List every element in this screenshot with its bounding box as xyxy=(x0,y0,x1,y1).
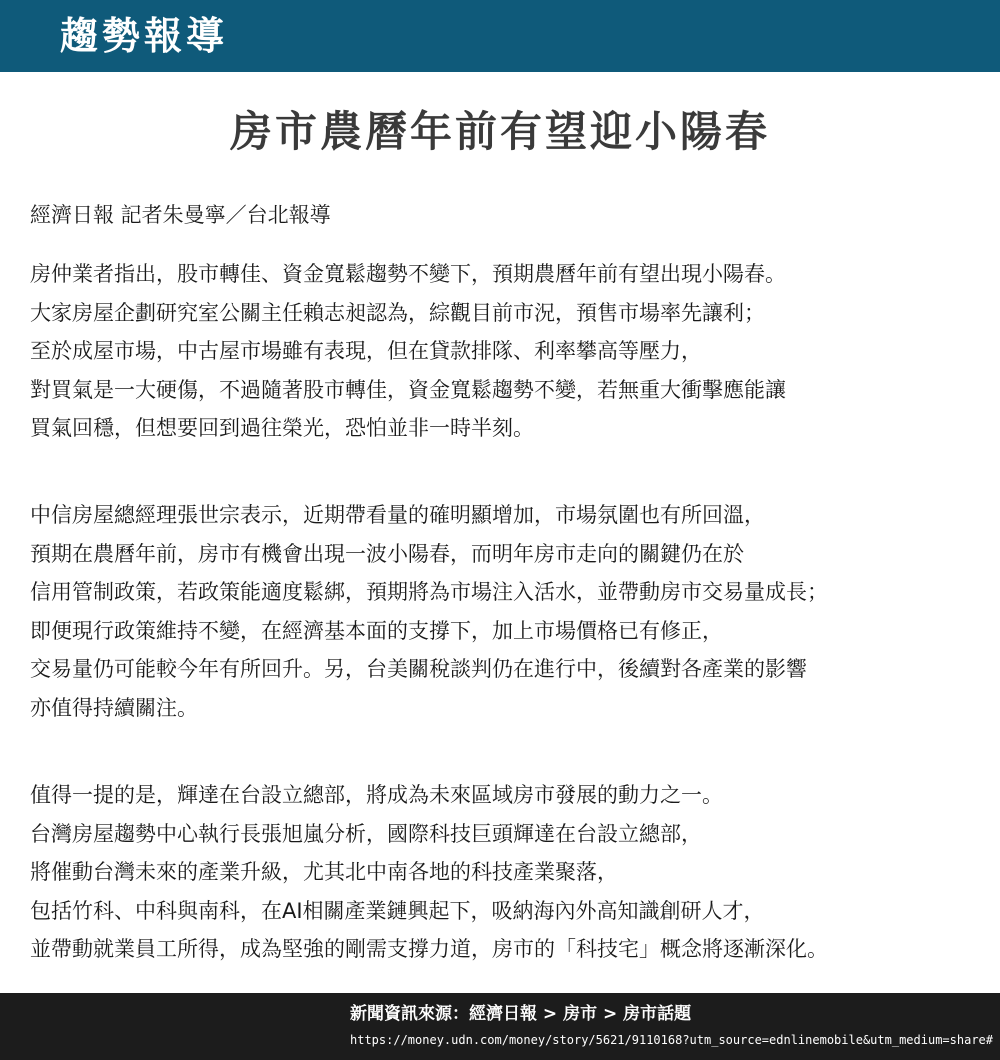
paragraph-line: 信用管制政策，若政策能適度鬆綁，預期將為市場注入活水，並帶動房市交易量成長； xyxy=(30,580,828,604)
paragraph-line: 大家房屋企劃研究室公關主任賴志昶認為，綜觀目前市況，預售市場率先讓利； xyxy=(30,300,765,325)
paragraph-line: 房仲業者指出，股市轉佳、資金寬鬆趨勢不變下，預期農曆年前有望出現小陽春。 xyxy=(30,262,786,286)
paragraph-line: 將催動台灣未來的產業升級，尤其北中南各地的科技產業聚落， xyxy=(30,860,618,884)
paragraph-line: 亦值得持續關注。 xyxy=(30,695,198,720)
news-source-breadcrumb: 新聞資訊來源：經濟日報 > 房市 > 房市話題 xyxy=(350,1004,692,1024)
paragraph-line: 值得一提的是，輝達在台設立總部，將成為未來區域房市發展的動力之一。 xyxy=(30,783,723,807)
article-paragraph-3 xyxy=(30,776,975,969)
paragraph-line: 買氣回穩，但想要回到過往榮光，恐怕並非一時半刻。 xyxy=(30,416,534,440)
paragraph-line: 包括竹科、中科與南科，在AI相關產業鏈興起下，吸納海內外高知識創研人才， xyxy=(30,898,765,923)
paragraph-line: 中信房屋總經理張世宗表示，近期帶看量的確明顯增加，市場氛圍也有所回溫， xyxy=(30,503,765,527)
article-headline: 房市農曆年前有望迎小陽春 xyxy=(229,107,770,156)
article-paragraph-1 xyxy=(30,255,975,448)
paragraph-line: 預期在農曆年前，房市有機會出現一波小陽春，而明年房市走向的關鍵仍在於 xyxy=(30,541,744,566)
article-paragraph-2 xyxy=(30,496,975,727)
paragraph-line: 即便現行政策維持不變，在經濟基本面的支撐下，加上市場價格已有修正， xyxy=(30,618,723,643)
paragraph-line: 交易量仍可能較今年有所回升。另，台美關稅談判仍在進行中，後續對各產業的影響 xyxy=(30,657,807,681)
paragraph-line: 至於成屋市場，中古屋市場雖有表現，但在貸款排隊、利率攀高等壓力， xyxy=(30,339,702,363)
article-byline: 經濟日報 記者朱曼寧／台北報導 xyxy=(30,203,331,227)
source-url-link[interactable]: https://money.udn.com/money/story/5621/9110168?utm_source=ednlinemobile&utm_medium=share# xyxy=(350,1033,993,1047)
paragraph-line: 對買氣是一大硬傷，不過隨著股市轉佳，資金寬鬆趨勢不變，若無重大衝擊應能讓 xyxy=(30,377,786,402)
paragraph-line: 台灣房屋趨勢中心執行長張旭嵐分析，國際科技巨頭輝達在台設立總部， xyxy=(30,821,702,846)
paragraph-line: 並帶動就業員工所得，成為堅強的剛需支撐力道，房市的「科技宅」概念將逐漸深化。 xyxy=(30,937,828,961)
section-label: 趨勢報導 xyxy=(60,14,229,58)
header-bar xyxy=(0,0,1000,72)
